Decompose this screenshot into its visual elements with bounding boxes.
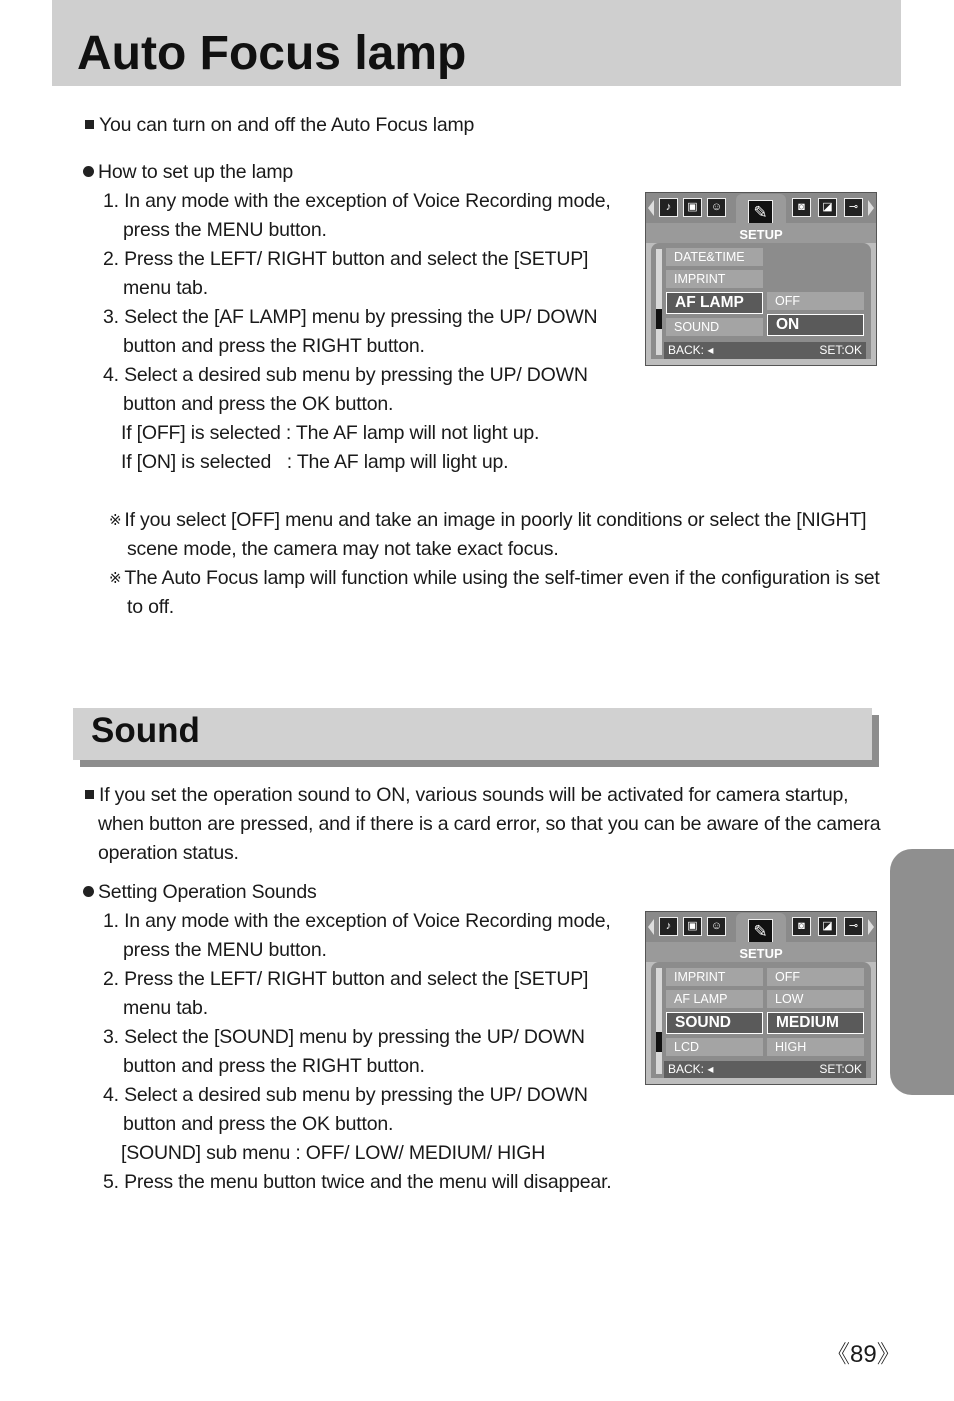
step-line: 3. Select the [SOUND] menu by pressing the UP/ DOWN [103, 1026, 585, 1048]
step-line: button and press the RIGHT button. [123, 335, 425, 357]
display-tab-icon: ◙ [792, 198, 811, 217]
submenu-item: LOW [767, 990, 864, 1008]
submenu-item: OFF [767, 292, 864, 310]
round-bullet-icon [83, 886, 94, 897]
square-bullet-icon [85, 790, 94, 799]
intro-line: If you set the operation sound to ON, various sounds will be activated for camera startup, [85, 783, 848, 807]
reference-mark-icon: ※ [109, 570, 122, 587]
scroll-thumb [656, 309, 662, 329]
scrollbar [656, 968, 662, 1074]
step-line: menu tab. [123, 997, 208, 1019]
step-line: button and press the RIGHT button. [123, 1055, 425, 1077]
note-line: ※ If you select [OFF] menu and take an image in poorly lit conditions or select the [NIGHT] [109, 509, 867, 531]
intro-line: You can turn on and off the Auto Focus lamp [85, 113, 474, 137]
menu-item: DATE&TIME [666, 248, 763, 266]
intro-line: when button are pressed, and if there is a card error, so that you can be aware of the camera [98, 813, 881, 835]
submenu-item-selected: MEDIUM [767, 1012, 864, 1034]
submenu-item-selected: ON [767, 314, 864, 336]
step-line: button and press the OK button. [123, 393, 394, 415]
playback-tab-icon: ♪ [659, 198, 678, 217]
menu-item: SOUND [666, 318, 763, 336]
step-line: [SOUND] sub menu : OFF/ LOW/ MEDIUM/ HIGH [121, 1142, 546, 1164]
camera-settings-tab-icon: ▣ [683, 917, 702, 936]
howto-heading: Setting Operation Sounds [83, 880, 317, 904]
person-tab-icon: ☺ [707, 198, 726, 217]
image-tab-icon: ◪ [818, 917, 837, 936]
key-tab-icon: ⊸ [844, 198, 863, 217]
step-line: 1. In any mode with the exception of Voice Recording mode, [103, 190, 611, 212]
image-tab-icon: ◪ [818, 198, 837, 217]
key-tab-icon: ⊸ [844, 917, 863, 936]
page-number: 《89》 [826, 1341, 901, 1368]
step-line: 4. Select a desired sub menu by pressing the UP/ DOWN [103, 1084, 588, 1106]
step-line: 5. Press the menu button twice and the menu will disappear. [103, 1171, 612, 1193]
camera-settings-tab-icon: ▣ [683, 198, 702, 217]
howto-heading: How to set up the lamp [83, 160, 293, 184]
step-line: 3. Select the [AF LAMP] menu by pressing the UP/ DOWN [103, 306, 598, 328]
step-line: If [ON] is selected : The AF lamp will light up. [121, 451, 509, 473]
person-tab-icon: ☺ [707, 917, 726, 936]
menu-item: IMPRINT [666, 270, 763, 288]
step-line: 1. In any mode with the exception of Voice Recording mode, [103, 910, 611, 932]
menu-item: LCD [666, 1038, 763, 1056]
left-small-arrow-icon: ◂ [707, 1062, 714, 1076]
menu-footer: BACK: ◂ SET:OK [664, 342, 866, 359]
camera-menu-screen [645, 911, 877, 1085]
scrollbar [656, 249, 662, 355]
step-line: button and press the OK button. [123, 1113, 394, 1135]
left-small-arrow-icon: ◂ [707, 343, 714, 357]
step-line: press the MENU button. [123, 939, 327, 961]
left-arrow-icon [648, 200, 654, 216]
menu-item: IMPRINT [666, 968, 763, 986]
page-title: Auto Focus lamp [77, 27, 467, 80]
wrench-icon: ✎ [748, 200, 773, 225]
note-line: scene mode, the camera may not take exact focus. [127, 538, 559, 560]
left-arrow-icon [648, 919, 654, 935]
step-line: 4. Select a desired sub menu by pressing the UP/ DOWN [103, 364, 588, 386]
section-title: Sound [91, 711, 200, 750]
step-line: 2. Press the LEFT/ RIGHT button and select the [SETUP] [103, 248, 589, 270]
setup-tab-label: SETUP [739, 946, 783, 961]
note-line: ※ The Auto Focus lamp will function while using the self-timer even if the configuration is set [109, 567, 880, 589]
submenu-item: HIGH [767, 1038, 864, 1056]
submenu-item: OFF [767, 968, 864, 986]
playback-tab-icon: ♪ [659, 917, 678, 936]
chapter-side-tab [890, 849, 954, 1095]
note-line: to off. [127, 596, 175, 618]
menu-footer: BACK: ◂ SET:OK [664, 1061, 866, 1078]
step-line: 2. Press the LEFT/ RIGHT button and select the [SETUP] [103, 968, 589, 990]
step-line: If [OFF] is selected : The AF lamp will not light up. [121, 422, 540, 444]
menu-item-selected: SOUND [666, 1012, 763, 1034]
step-line: menu tab. [123, 277, 208, 299]
menu-item: AF LAMP [666, 990, 763, 1008]
scroll-thumb [656, 1032, 662, 1052]
round-bullet-icon [83, 166, 94, 177]
right-arrow-icon [868, 919, 874, 935]
setup-tab-label: SETUP [739, 227, 783, 242]
step-line: press the MENU button. [123, 219, 327, 241]
display-tab-icon: ◙ [792, 917, 811, 936]
menu-item-selected: AF LAMP [666, 292, 763, 314]
camera-menu-screen [645, 192, 877, 366]
right-arrow-icon [868, 200, 874, 216]
reference-mark-icon: ※ [109, 512, 122, 529]
square-bullet-icon [85, 120, 94, 129]
wrench-icon: ✎ [748, 919, 773, 944]
intro-line: operation status. [98, 842, 239, 864]
